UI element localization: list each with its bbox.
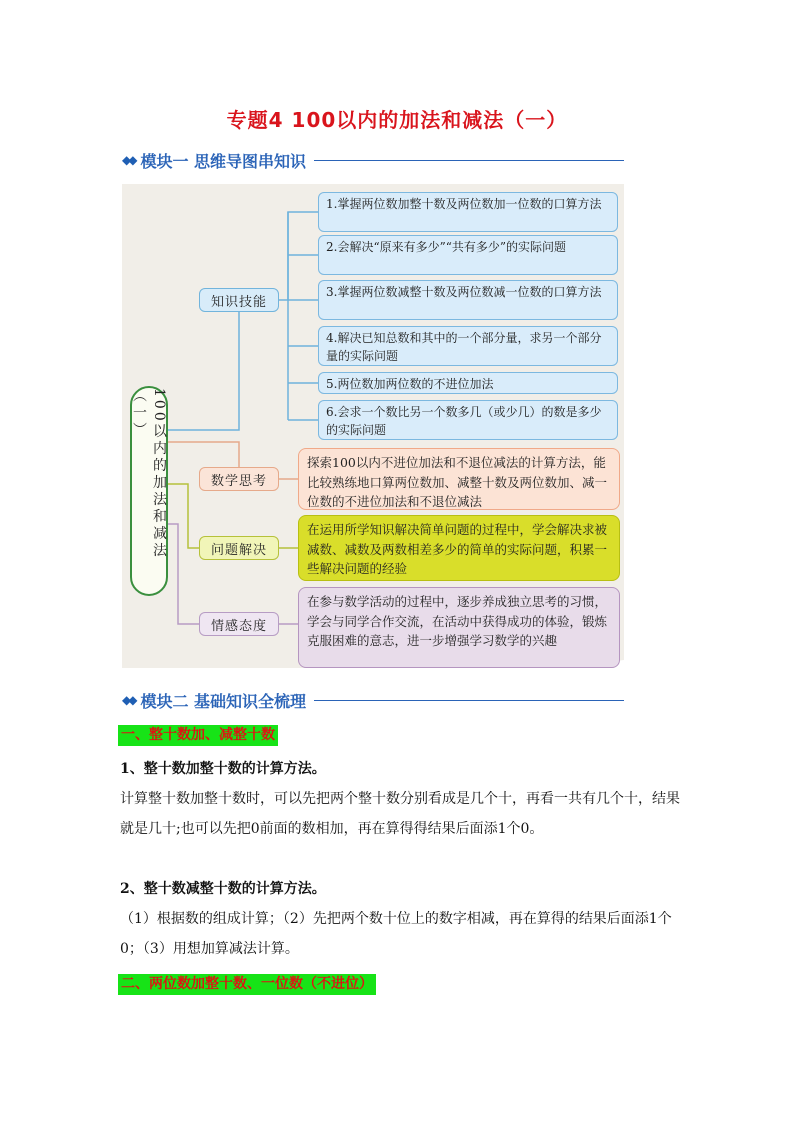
- section1-subheading-1: 1、整十数加整十数的计算方法。: [120, 761, 326, 777]
- diamond-icon: ◆◆: [122, 693, 135, 707]
- knowledge-item-4: 4.解决已知总数和其中的一个部分量，求另一个部分量的实际问题: [318, 326, 618, 366]
- category-knowledge-skills: 知识技能: [199, 288, 279, 312]
- mind-map: [122, 184, 624, 668]
- module1-label: 模块一 思维导图串知识: [140, 151, 307, 171]
- section1-heading: 一、整十数加、减整十数: [118, 725, 278, 746]
- knowledge-item-6: 6.会求一个数比另一个数多几（或少几）的数是多少的实际问题: [318, 400, 618, 440]
- math-thinking-text: 探索100以内不进位加法和不退位减法的计算方法，能比较熟练地口算两位数加、减整十数及两位数加、减一位数的不进位加法和不退位减法: [298, 448, 620, 510]
- knowledge-item-1: 1.掌握两位数加整十数及两位数加一位数的口算方法: [318, 192, 618, 232]
- module1-heading: [122, 148, 624, 172]
- section2-heading: 二、两位数加整十数、一位数（不进位）: [118, 974, 376, 995]
- diamond-icon: ◆◆: [122, 153, 135, 167]
- section1-subheading-2: 2、整十数减整十数的计算方法。: [120, 881, 326, 897]
- section1-paragraph-1: 计算整十数加整十数时，可以先把两个整十数分别看成是几个十，再看一共有几个十，结果就是几十;也可以先把0前面的数相加，再在算得得结果后面添1个0。: [120, 791, 680, 837]
- knowledge-item-3: 3.掌握两位数减整十数及两位数减一位数的口算方法: [318, 280, 618, 320]
- module1-rule: [314, 160, 624, 161]
- page-title: 专题4 100以内的加法和减法（一）: [226, 108, 568, 132]
- category-math-thinking: 数学思考: [199, 467, 279, 491]
- category-emotional-attitude: 情感态度: [199, 612, 279, 636]
- knowledge-item-2: 2.会解决“原来有多少”“共有多少”的实际问题: [318, 235, 618, 275]
- root-label: 100以内的加法和减法（一）: [131, 388, 167, 560]
- category-problem-solving: 问题解决: [199, 536, 279, 560]
- module2-label: 模块二 基础知识全梳理: [140, 691, 307, 711]
- section1-paragraph-2: （1）根据数的组成计算；（2）先把两个数十位上的数字相减，再在算得的结果后面添1个0；（3）用想加算减法计算。: [120, 911, 672, 957]
- problem-solving-text: 在运用所学知识解决简单问题的过程中，学会解决求被减数、减数及两数相差多少的简单的实际问题，积累一些解决问题的经验: [298, 515, 620, 581]
- knowledge-item-5: 5.两位数加两位数的不进位加法: [318, 372, 618, 394]
- module2-heading: [122, 688, 624, 712]
- emotional-attitude-text: 在参与数学活动的过程中，逐步养成独立思考的习惯，学会与同学合作交流，在活动中获得成功的体验，锻炼克服困难的意志，进一步增强学习数学的兴趣: [298, 587, 620, 668]
- mind-map-root: [130, 386, 168, 596]
- module2-rule: [314, 700, 624, 701]
